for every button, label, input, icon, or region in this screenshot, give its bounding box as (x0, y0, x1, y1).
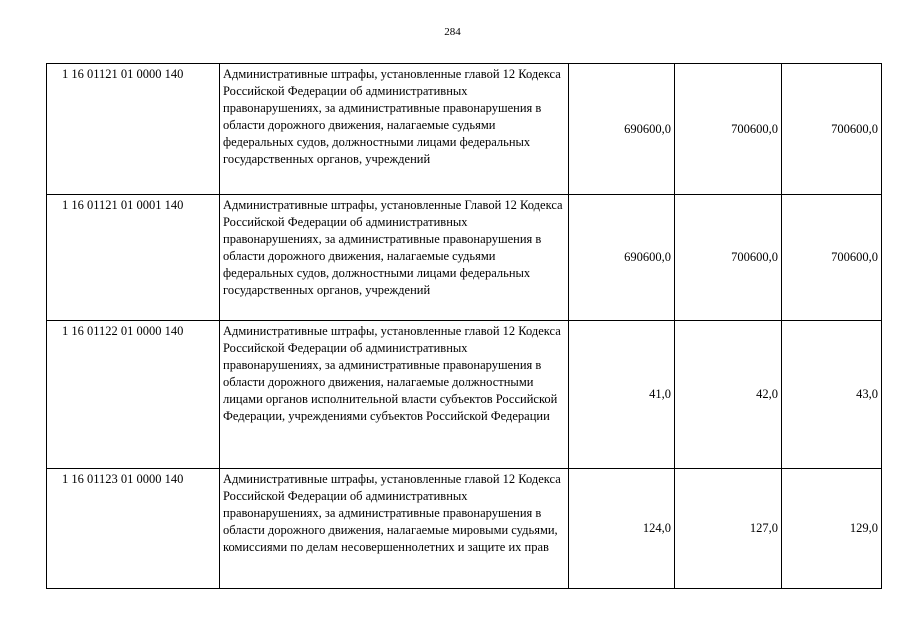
amount-year-1: 124,0 (569, 469, 675, 589)
amount-year-3: 129,0 (782, 469, 882, 589)
amount-year-1: 41,0 (569, 321, 675, 469)
budget-code: 1 16 01121 01 0000 140 (47, 64, 220, 195)
amount-year-2: 700600,0 (675, 195, 782, 321)
budget-code: 1 16 01123 01 0000 140 (47, 469, 220, 589)
revenue-table (46, 63, 882, 589)
amount-year-3: 700600,0 (782, 64, 882, 195)
budget-code: 1 16 01122 01 0000 140 (47, 321, 220, 469)
amount-year-2: 127,0 (675, 469, 782, 589)
amount-year-3: 700600,0 (782, 195, 882, 321)
table-row (47, 195, 882, 321)
amount-year-2: 42,0 (675, 321, 782, 469)
amount-year-2: 700600,0 (675, 64, 782, 195)
table-row (47, 469, 882, 589)
budget-code: 1 16 01121 01 0001 140 (47, 195, 220, 321)
amount-year-1: 690600,0 (569, 64, 675, 195)
amount-year-3: 43,0 (782, 321, 882, 469)
table-row (47, 321, 882, 469)
revenue-description: Административные штрафы, установленные главой 12 Кодекса Российской Федерации об административных правонарушениях, за административные правонарушения в области дорожного движения, налагаемые судьями федеральных судов, должностными лицами федеральных государственных органов, учреждений (220, 64, 569, 195)
table-row (47, 64, 882, 195)
revenue-description: Административные штрафы, установленные главой 12 Кодекса Российской Федерации об административных правонарушениях, за административные правонарушения в области дорожного движения, налагаемые мировыми судьями, комиссиями по делам несовершеннолетних и защите их прав (220, 469, 569, 589)
revenue-description: Административные штрафы, установленные Главой 12 Кодекса Российской Федерации об административных правонарушениях, за административные правонарушения в области дорожного движения, налагаемые судьями федеральных судов, должностными лицами федеральных государственных органов, учреждений (220, 195, 569, 321)
page-number: 284 (444, 26, 461, 38)
amount-year-1: 690600,0 (569, 195, 675, 321)
revenue-description: Административные штрафы, установленные главой 12 Кодекса Российской Федерации об административных правонарушениях, за административные правонарушения в области дорожного движения, налагаемые должностными лицами органов исполнительной власти субъектов Российской Федерации, учреждениями субъектов Российской Федерации (220, 321, 569, 469)
